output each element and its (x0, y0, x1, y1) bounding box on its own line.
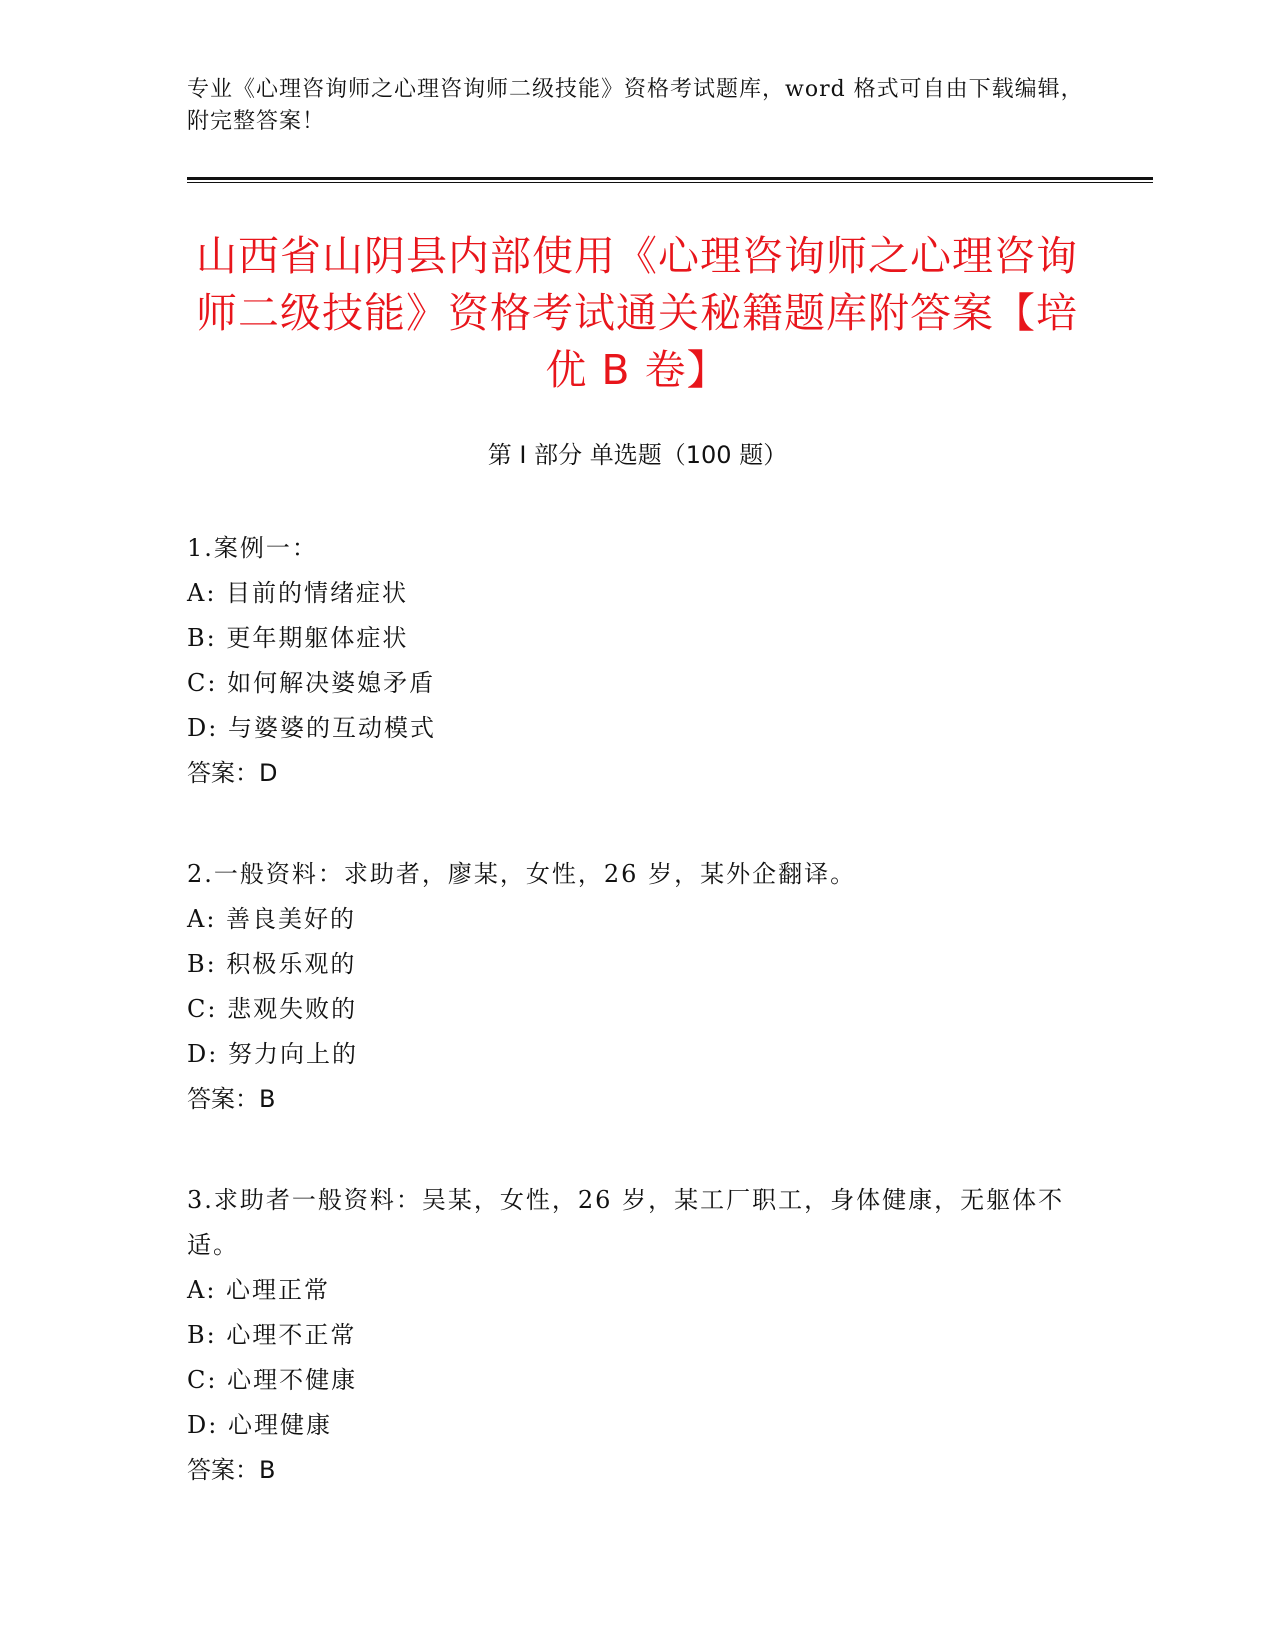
option-b: B: 更年期躯体症状 (187, 624, 409, 652)
question-2 (187, 852, 1087, 1122)
answer-line: 答案：B (187, 1085, 276, 1113)
answer-line: 答案：B (187, 1456, 276, 1484)
question-stem: 3.求助者一般资料：吴某，女性，26 岁，某工厂职工，身体健康，无躯体不适。 (187, 1186, 1065, 1259)
option-d: D: 努力向上的 (187, 1040, 358, 1068)
option-a: A: 心理正常 (187, 1276, 331, 1304)
option-c: C: 心理不健康 (187, 1366, 358, 1394)
option-d: D: 与婆婆的互动模式 (187, 714, 436, 742)
option-a: A: 善良美好的 (187, 905, 357, 933)
header-note: 专业《心理咨询师之心理咨询师二级技能》资格考试题库，word 格式可自由下载编辑，附完整答案！ (187, 77, 1084, 134)
option-b: B: 心理不正常 (187, 1321, 357, 1349)
option-d: D: 心理健康 (187, 1411, 332, 1439)
question-1 (187, 526, 1087, 796)
question-list (187, 526, 1087, 1549)
header-rule-thick (187, 177, 1153, 180)
answer-line: 答案：D (187, 759, 278, 787)
section-title: 第 I 部分 单选题（100 题） (487, 441, 788, 469)
option-c: C: 悲观失败的 (187, 995, 358, 1023)
question-stem: 2.一般资料：求助者，廖某，女性，26 岁，某外企翻译。 (187, 860, 857, 888)
option-c: C: 如何解决婆媳矛盾 (187, 669, 436, 697)
option-a: A: 目前的情绪症状 (187, 579, 409, 607)
option-b: B: 积极乐观的 (187, 950, 357, 978)
document-title: 山西省山阴县内部使用《心理咨询师之心理咨询师二级技能》资格考试通关秘籍题库附答案【培优 B 卷】 (196, 232, 1078, 394)
question-stem: 1.案例一： (187, 534, 318, 562)
question-3 (187, 1178, 1087, 1493)
header-rule-thin (187, 182, 1153, 183)
